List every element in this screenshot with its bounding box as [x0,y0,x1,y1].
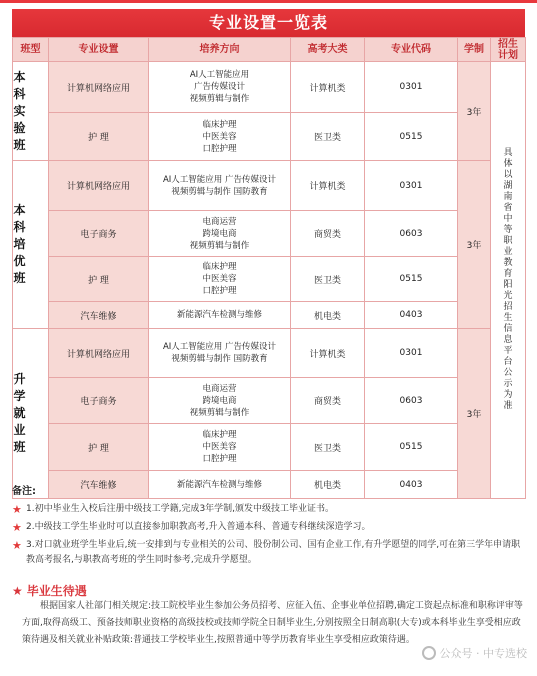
header-plan: 招生计划 [491,38,526,62]
major-cell: 计算机网络应用 [49,62,149,113]
duration-cell: 3年 [458,161,491,329]
header-exam-category: 高考大类 [291,38,365,62]
table-header-row [13,38,526,62]
code-cell: 0515 [365,257,458,302]
code-cell: 0301 [365,62,458,113]
note-item: ★ 2.中级技工学生毕业时可以直接参加职教高考,升入普通本科、普通专科继续深造学习。 [12,521,371,534]
header-direction: 培养方向 [149,38,291,62]
watermark: 公众号 · 中专选校 [422,645,528,661]
category-cell: 商贸类 [291,378,365,424]
category-cell: 医卫类 [291,257,365,302]
table-row [13,302,526,329]
code-cell: 0301 [365,329,458,378]
benefits-heading: ★ 毕业生待遇 [12,583,87,598]
direction-cell: 电商运营 跨境电商 视频剪辑与制作 [149,378,291,424]
direction-cell: 临床护理 中医美容 口腔护理 [149,113,291,161]
header-major: 专业设置 [49,38,149,62]
group-name: 本科实验班 [13,62,49,161]
notes-section [12,484,527,568]
major-cell: 电子商务 [49,211,149,257]
table-row [13,257,526,302]
duration-cell: 3年 [458,329,491,499]
table-row [13,113,526,161]
major-cell: 计算机网络应用 [49,329,149,378]
category-cell: 计算机类 [291,62,365,113]
category-cell: 计算机类 [291,161,365,211]
major-cell: 汽车维修 [49,302,149,329]
table-row [13,378,526,424]
code-cell: 0515 [365,113,458,161]
major-cell: 计算机网络应用 [49,161,149,211]
direction-cell: AI人工智能应用 广告传媒设计 视频剪辑与制作 国防教育 [149,161,291,211]
code-cell: 0403 [365,471,458,499]
group-name: 本科培优班 [13,161,49,329]
direction-cell: 临床护理 中医美容 口腔护理 [149,424,291,471]
benefits-text: 根据国家人社部门相关规定:技工院校毕业生参加公务员招考、应征入伍、企事业单位招聘,确定工资起点标准和职称评审等方面,取得高级工、预备技师职业资格的高级技校或技师学院全日制毕业生,分别按照全日制高职(大专)或本科毕业生享受相应政策待遇及相关就业补贴政策:普通技工学校毕业生,按照普通中等学历教育毕业生享受相应政策待遇。 [22,601,523,645]
top-stripe [0,0,537,3]
table-title: 专业设置一览表 [12,9,525,37]
category-cell: 医卫类 [291,113,365,161]
category-cell: 机电类 [291,471,365,499]
code-cell: 0403 [365,302,458,329]
code-cell: 0301 [365,161,458,211]
table-row [13,161,526,211]
table-row [13,329,526,378]
table-row [13,62,526,113]
code-cell: 0603 [365,378,458,424]
category-cell: 医卫类 [291,424,365,471]
direction-cell: 临床护理 中医美容 口腔护理 [149,257,291,302]
table-row [13,424,526,471]
notes-label: 备注: [12,486,36,497]
direction-cell: AI人工智能应用 广告传媒设计 视频剪辑与制作 国防教育 [149,329,291,378]
table-row [13,211,526,257]
star-icon: ★ [12,539,22,552]
duration-cell: 3年 [458,62,491,161]
code-cell: 0603 [365,211,458,257]
direction-cell: AI人工智能应用 广告传媒设计 视频剪辑与制作 [149,62,291,113]
major-cell: 护 理 [49,113,149,161]
wechat-icon [422,646,436,660]
category-cell: 商贸类 [291,211,365,257]
note-item: ★ 1.初中毕业生入校后注册中级技工学籍,完成3年学制,颁发中级技工毕业证书。 [12,503,335,516]
star-icon: ★ [12,503,22,516]
code-cell: 0515 [365,424,458,471]
major-cell: 护 理 [49,257,149,302]
major-cell: 汽车维修 [49,471,149,499]
star-icon: ★ [12,583,23,598]
group-name: 升学就业班 [13,329,49,499]
direction-cell: 新能源汽车检测与维修 [149,471,291,499]
major-table [12,37,526,499]
header-code: 专业代码 [365,38,458,62]
direction-cell: 电商运营 跨境电商 视频剪辑与制作 [149,211,291,257]
header-duration: 学制 [458,38,491,62]
plan-note: 具体以湖南省中等职业教育阳光招生信息平台公示为准 [491,62,526,499]
category-cell: 计算机类 [291,329,365,378]
category-cell: 机电类 [291,302,365,329]
header-class-type: 班型 [13,38,49,62]
major-cell: 电子商务 [49,378,149,424]
note-item: ★ 3.对口就业班学生毕业后,统一安排到与专业相关的公司、股份制公司、国有企业工作,有升学愿望的同学,可在第三学年申请职教高考报名,与职教高考班的学生同时参考,完成升学愿望。 [12,538,527,568]
major-cell: 护 理 [49,424,149,471]
star-icon: ★ [12,521,22,534]
direction-cell: 新能源汽车检测与维修 [149,302,291,329]
